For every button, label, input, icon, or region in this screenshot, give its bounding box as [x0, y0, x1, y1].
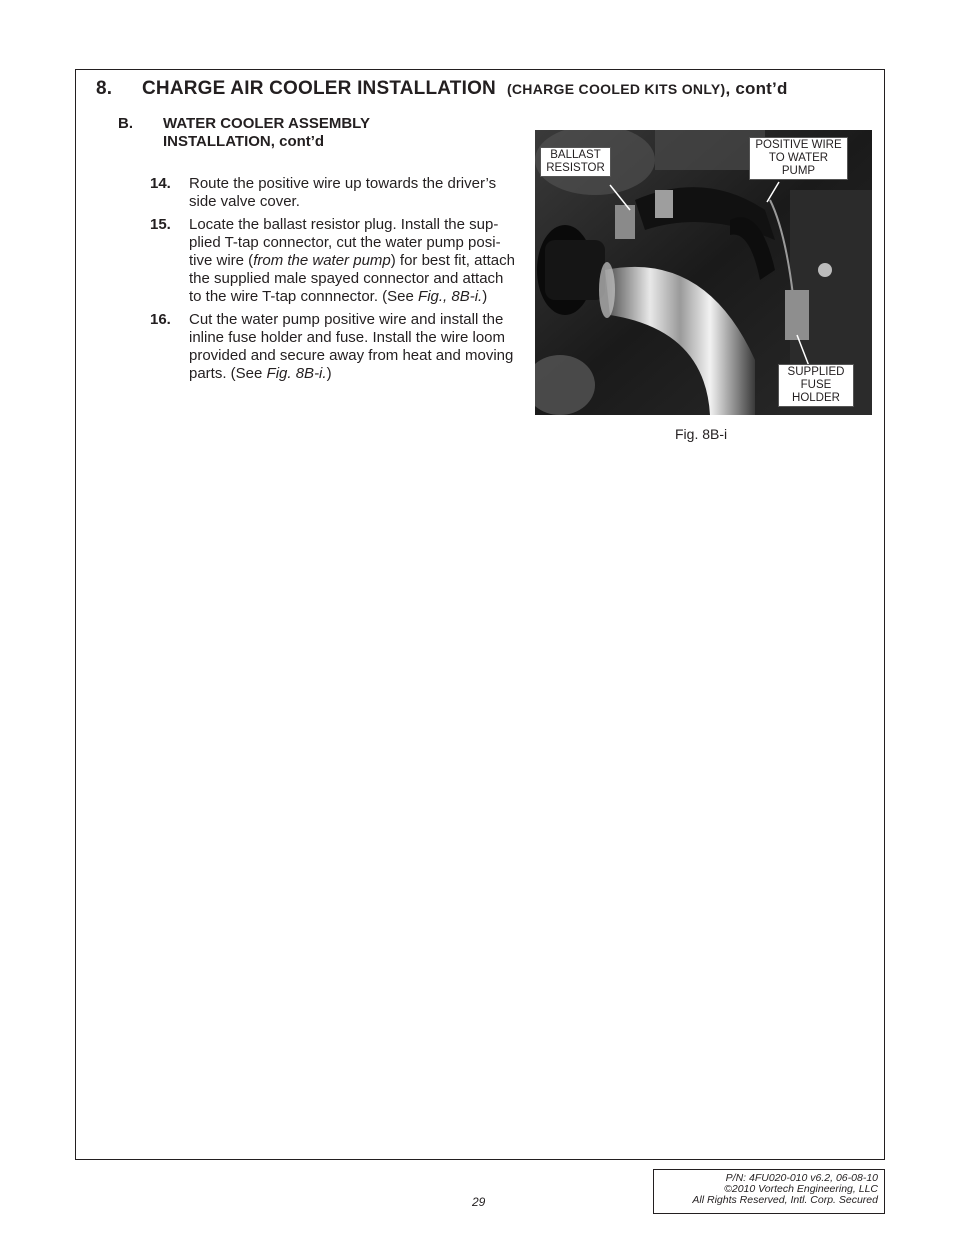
figure-caption: Fig. 8B-i: [675, 426, 728, 442]
callout-line: POSITIVE WIRE: [755, 139, 842, 151]
step-text: ): [326, 365, 332, 382]
step-text: Cut the water pump positive wire and install the inline fuse holder and fuse. Install the wire loom provided and secure away from heat and moving parts. (See: [189, 311, 514, 382]
section-contd: , cont’d: [725, 79, 788, 98]
hose-clamp: [599, 262, 615, 318]
step-text: Locate the ballast resistor plug. Install the sup-plied T-tap connector, cut the water pump posi-tive wire (: [189, 216, 501, 269]
step-number: 15.: [150, 216, 171, 233]
callout-line: TO WATER: [768, 152, 829, 164]
steps-list: [150, 175, 520, 388]
footer-rights: All Rights Reserved, Intl. Corp. Secured: [692, 1194, 878, 1206]
step-text: ): [482, 288, 488, 305]
section-title-text: CHARGE AIR COOLER INSTALLATION: [142, 78, 496, 99]
coupler-sleeve: [545, 240, 605, 300]
callout-line: BALLAST: [550, 149, 601, 161]
step-text-italic: Fig., 8B-i.: [418, 288, 483, 305]
step-text-italic: Fig. 8B-i.: [266, 365, 327, 382]
callout-fuse-holder: [778, 364, 854, 407]
step-15: [150, 216, 520, 306]
callout-line: FUSE: [800, 379, 832, 391]
t-tap-connector: [655, 190, 673, 218]
step-number: 16.: [150, 311, 171, 328]
fuse-holder: [785, 290, 809, 340]
step-16: [150, 311, 520, 383]
footer-part-number: P/N: 4FU020-010 v6.2, 06-08-10: [725, 1172, 878, 1184]
subsection-title: [163, 115, 423, 151]
step-number: 14.: [150, 175, 171, 192]
step-text: Route the positive wire up towards the driver’s side valve cover.: [189, 175, 497, 210]
subsection-letter: B.: [118, 115, 133, 132]
callout-line: HOLDER: [792, 392, 840, 404]
subsection-title-line1: WATER COOLER ASSEMBLY: [163, 115, 370, 132]
section-title: [96, 78, 788, 100]
step-14: [150, 175, 520, 211]
callout-ballast-resistor: [540, 147, 611, 177]
callout-line: SUPPLIED: [787, 366, 845, 378]
footer-copyright: ©2010 Vortech Engineering, LLC: [724, 1183, 878, 1195]
engine-bay-photo: [535, 130, 872, 415]
step-text: ) for best fit, attach the supplied male spayed connector and attach to the wire T-tap connnector. (See: [189, 252, 515, 305]
subsection-title-line2: INSTALLATION, cont’d: [163, 133, 325, 150]
callout-line: PUMP: [781, 165, 816, 177]
callout-positive-wire: [749, 137, 848, 180]
callout-line: RESISTOR: [546, 162, 605, 174]
bolt-head: [818, 263, 832, 277]
footer-box: [653, 1169, 885, 1214]
ballast-resistor-plug: [615, 205, 635, 239]
page-number: 29: [472, 1195, 486, 1209]
section-number: 8.: [96, 78, 113, 99]
section-subtitle: (CHARGE COOLED KITS ONLY): [506, 81, 726, 97]
step-text-italic: from the water pump: [253, 252, 391, 269]
